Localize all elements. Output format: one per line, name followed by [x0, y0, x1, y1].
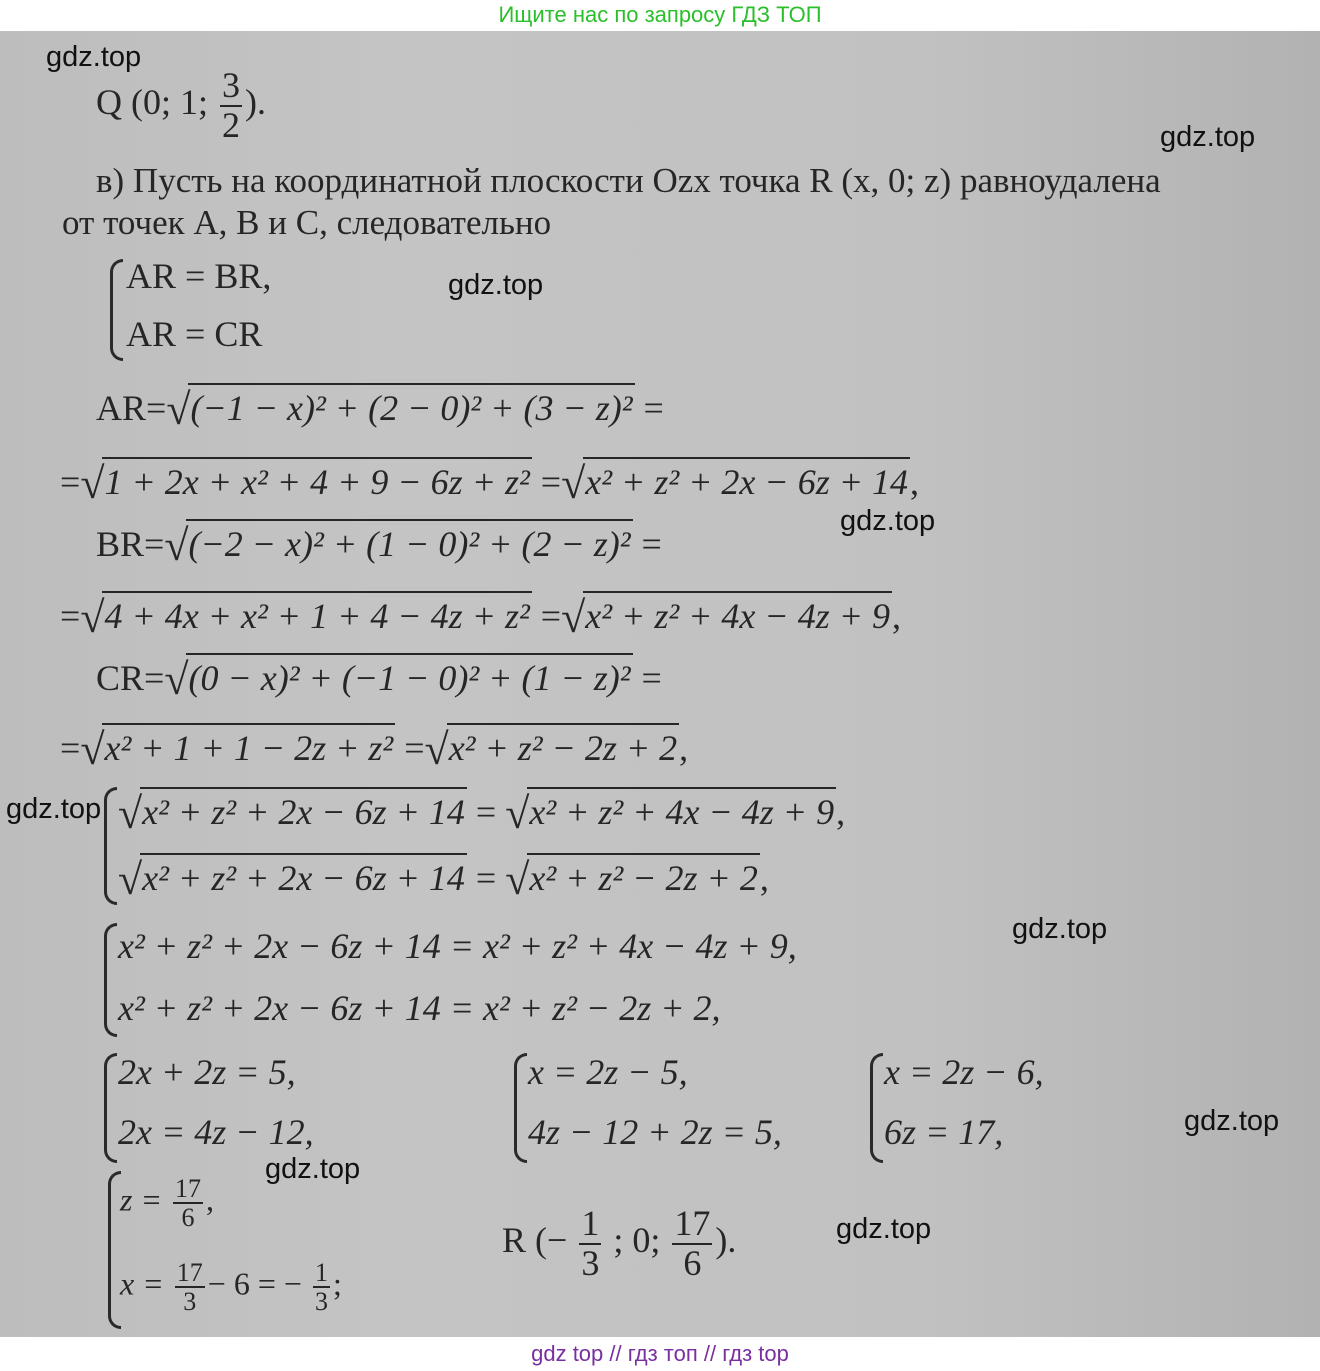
br-continuation: =√4 + 4x + x² + 1 + 4 − 4z + z² =√x² + z² + 4x − 4z + 9, — [60, 593, 901, 642]
square-root: √x² + z² − 2z + 2 — [505, 855, 758, 904]
system-brace — [104, 923, 117, 1037]
square-root: √1 + 2x + x² + 4 + 9 − 6z + z² — [80, 459, 530, 508]
ar-formula: AR=√(−1 − x)² + (2 − 0)² + (3 − z)² = — [96, 385, 664, 434]
square-root: √4 + 4x + x² + 1 + 4 − 4z + z² — [80, 593, 530, 642]
system-4b-eq-1: x = 2z − 5, — [528, 1052, 688, 1092]
bottom-links-bar[interactable]: gdz top // гдз топ // гдз top — [0, 1337, 1320, 1371]
square-root: √x² + z² + 2x − 6z + 14 — [118, 789, 465, 838]
fraction: $\frac{17}{3}$ — [176, 1258, 203, 1317]
br-formula: BR=√(−2 − x)² + (1 − 0)² + (2 − z)² = — [96, 521, 662, 570]
ar-continuation: =√1 + 2x + x² + 4 + 9 − 6z + z² =√x² + z² + 2x − 6z + 14, — [60, 459, 919, 508]
system-4c-eq-1: x = 2z − 6, — [884, 1052, 1044, 1092]
system-3-eq-1: x² + z² + 2x − 6z + 14 = x² + z² + 4x − 4z + 9, — [118, 926, 797, 966]
watermark: gdz.top — [6, 793, 102, 825]
watermark: gdz.top — [46, 41, 142, 73]
watermark: gdz.top — [1184, 1105, 1280, 1137]
watermark: gdz.top — [265, 1153, 361, 1185]
system-5-z: z = $\frac{17}{6}$ , — [120, 1174, 215, 1233]
system-5-x: x = $\frac{17}{3}$ − 6 = − $\frac{1}{3}$ ; — [120, 1258, 342, 1317]
square-root: √x² + 1 + 1 − 2z + z² — [80, 725, 394, 774]
system-brace — [110, 259, 123, 361]
square-root: √x² + z² − 2z + 2 — [424, 725, 678, 774]
cr-formula: CR=√(0 − x)² + (−1 − 0)² + (1 − z)² = — [96, 655, 662, 704]
watermark: gdz.top — [836, 1213, 932, 1245]
fraction: $\frac{1}{3}$ — [314, 1258, 328, 1317]
cr-continuation: =√x² + 1 + 1 − 2z + z² =√x² + z² − 2z + 2, — [60, 725, 689, 774]
square-root: √x² + z² + 4x − 4z + 9 — [505, 789, 835, 838]
system-brace — [104, 787, 117, 905]
system-4a-eq-1: 2x + 2z = 5, — [118, 1052, 296, 1092]
fraction: $\frac{3}{2}$ — [222, 65, 240, 145]
system-2-eq-2: √x² + z² + 2x − 6z + 14 = √x² + z² − 2z + 2, — [118, 855, 769, 904]
square-root: √x² + z² + 4x − 4z + 9 — [561, 593, 890, 642]
watermark: gdz.top — [1012, 913, 1108, 945]
fraction: $\frac{17}{6}$ — [674, 1203, 711, 1283]
watermark: gdz.top — [448, 269, 544, 301]
system-1-eq-1: AR = BR, — [126, 256, 272, 296]
paragraph-line-2: от точек A, B и C, следовательно — [62, 203, 552, 242]
fraction: $\frac{1}{3}$ — [581, 1203, 600, 1283]
textbook-scan — [0, 31, 1320, 1337]
watermark: gdz.top — [1160, 121, 1256, 153]
system-2-eq-1: √x² + z² + 2x − 6z + 14 = √x² + z² + 4x − 4z + 9, — [118, 789, 846, 838]
square-root: √x² + z² + 2x − 6z + 14 — [118, 855, 465, 904]
square-root: √(−1 − x)² + (2 − 0)² + (3 − z)² — [166, 385, 633, 434]
r-point: R (− $\frac{1}{3}$ ; 0; $\frac{17}{6}$ ). — [502, 1203, 737, 1283]
system-brace — [870, 1053, 883, 1163]
system-4c-eq-2: 6z = 17, — [884, 1112, 1004, 1152]
q-point: Q (0; 1; $\frac{3}{2}$ ). — [96, 65, 266, 145]
system-1-eq-2: AR = CR — [126, 314, 263, 354]
system-3-eq-2: x² + z² + 2x − 6z + 14 = x² + z² − 2z + 2, — [118, 988, 721, 1028]
fraction: $\frac{17}{6}$ — [175, 1174, 202, 1233]
square-root: √(0 − x)² + (−1 − 0)² + (1 − z)² — [164, 655, 631, 704]
square-root: √(−2 − x)² + (1 − 0)² + (2 − z)² — [164, 521, 631, 570]
system-brace — [104, 1053, 117, 1163]
system-4b-eq-2: 4z − 12 + 2z = 5, — [528, 1112, 782, 1152]
square-root: √x² + z² + 2x − 6z + 14 — [561, 459, 908, 508]
top-banner: Ищите нас по запросу ГДЗ ТОП — [0, 0, 1320, 30]
system-brace — [514, 1053, 527, 1163]
system-4a-eq-2: 2x = 4z − 12, — [118, 1112, 314, 1152]
watermark: gdz.top — [840, 505, 936, 537]
paragraph-line-1: в) Пусть на координатной плоскости Ozx точка R (x, 0; z) равноудалена — [96, 161, 1161, 200]
